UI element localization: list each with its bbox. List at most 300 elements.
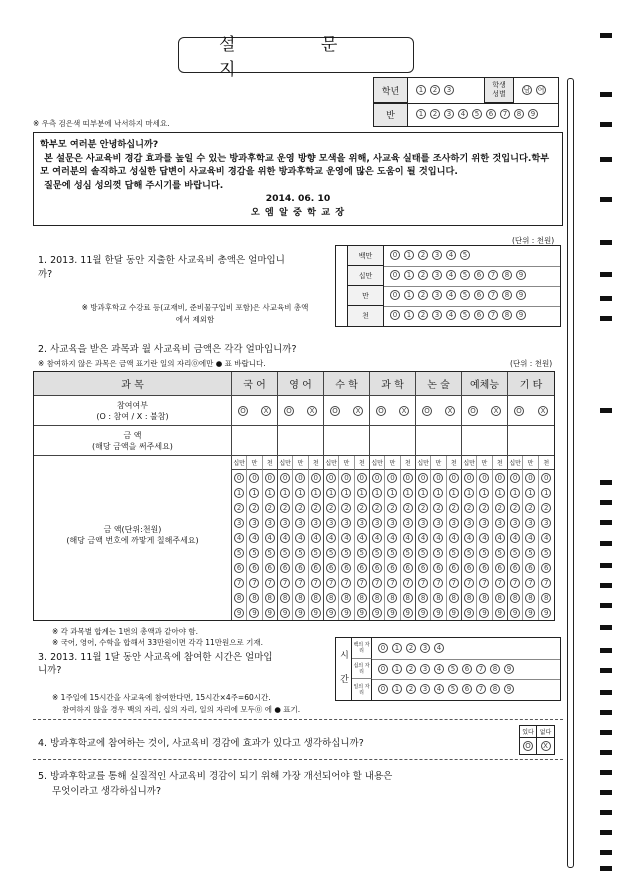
participation-no-option[interactable]: X	[399, 406, 409, 416]
q1-digit-option[interactable]: 3	[432, 290, 442, 300]
amount-digit-option[interactable]: 5	[525, 548, 535, 558]
amount-digit-option[interactable]: 8	[403, 593, 413, 603]
class-option[interactable]: 2	[430, 109, 440, 119]
amount-digit-option[interactable]: 4	[295, 533, 305, 543]
class-option[interactable]: 1	[416, 109, 426, 119]
amount-digit-option[interactable]: 3	[372, 518, 382, 528]
q1-digit-option[interactable]: 3	[432, 310, 442, 320]
amount-digit-option[interactable]: 5	[265, 548, 275, 558]
amount-digit-option[interactable]: 6	[357, 563, 367, 573]
amount-digit-option[interactable]: 9	[326, 608, 336, 618]
amount-digit-option[interactable]: 4	[372, 533, 382, 543]
amount-digit-option[interactable]: 0	[403, 473, 413, 483]
amount-digit-option[interactable]: 7	[341, 578, 351, 588]
amount-digit-option[interactable]: 5	[234, 548, 244, 558]
amount-write-cell[interactable]	[324, 426, 370, 456]
amount-digit-option[interactable]: 6	[433, 563, 443, 573]
q3-digit-option[interactable]: 5	[448, 664, 458, 674]
class-option[interactable]: 9	[528, 109, 538, 119]
amount-digit-option[interactable]: 4	[479, 533, 489, 543]
q1-digit-option[interactable]: 1	[404, 270, 414, 280]
amount-digit-option[interactable]: 4	[510, 533, 520, 543]
amount-digit-option[interactable]: 6	[418, 563, 428, 573]
amount-digit-option[interactable]: 5	[495, 548, 505, 558]
amount-digit-option[interactable]: 7	[249, 578, 259, 588]
q1-digit-option[interactable]: 4	[446, 290, 456, 300]
q1-digit-option[interactable]: 5	[460, 290, 470, 300]
amount-digit-option[interactable]: 5	[341, 548, 351, 558]
q3-digit-option[interactable]: 2	[406, 664, 416, 674]
amount-digit-option[interactable]: 7	[295, 578, 305, 588]
amount-digit-option[interactable]: 4	[525, 533, 535, 543]
amount-digit-option[interactable]: 0	[541, 473, 551, 483]
amount-digit-option[interactable]: 5	[326, 548, 336, 558]
q1-digit-option[interactable]: 0	[390, 310, 400, 320]
amount-digit-option[interactable]: 8	[326, 593, 336, 603]
amount-digit-option[interactable]: 5	[357, 548, 367, 558]
q3-digit-option[interactable]: 8	[490, 684, 500, 694]
q1-digit-option[interactable]: 9	[516, 310, 526, 320]
amount-digit-option[interactable]: 3	[249, 518, 259, 528]
amount-digit-option[interactable]: 3	[541, 518, 551, 528]
amount-digit-option[interactable]: 9	[341, 608, 351, 618]
gender-option[interactable]: 여	[537, 86, 545, 94]
amount-digit-option[interactable]: 4	[433, 533, 443, 543]
participation-no-option[interactable]: X	[353, 406, 363, 416]
q1-digit-option[interactable]: 2	[418, 290, 428, 300]
amount-digit-option[interactable]: 2	[387, 503, 397, 513]
grade-option[interactable]: 2	[430, 85, 440, 95]
amount-digit-option[interactable]: 8	[387, 593, 397, 603]
participation-no-option[interactable]: X	[538, 406, 548, 416]
amount-digit-option[interactable]: 8	[495, 593, 505, 603]
grade-options[interactable]	[414, 85, 456, 96]
amount-digit-option[interactable]: 3	[418, 518, 428, 528]
amount-digit-option[interactable]: 2	[403, 503, 413, 513]
q1-digit-option[interactable]: 0	[390, 270, 400, 280]
amount-digit-option[interactable]: 1	[433, 488, 443, 498]
gender-options[interactable]	[520, 85, 548, 96]
amount-digit-option[interactable]: 4	[249, 533, 259, 543]
amount-digit-option[interactable]: 7	[449, 578, 459, 588]
amount-digit-option[interactable]: 9	[249, 608, 259, 618]
q1-digit-option[interactable]: 7	[488, 310, 498, 320]
class-option[interactable]: 8	[514, 109, 524, 119]
amount-digit-option[interactable]: 7	[265, 578, 275, 588]
amount-digit-option[interactable]: 8	[464, 593, 474, 603]
amount-digit-option[interactable]: 6	[387, 563, 397, 573]
amount-digit-option[interactable]: 6	[265, 563, 275, 573]
amount-digit-option[interactable]: 2	[510, 503, 520, 513]
amount-digit-option[interactable]: 7	[280, 578, 290, 588]
q1-digit-option[interactable]: 6	[474, 290, 484, 300]
amount-digit-option[interactable]: 1	[326, 488, 336, 498]
amount-digit-option[interactable]: 9	[280, 608, 290, 618]
amount-digit-option[interactable]: 8	[525, 593, 535, 603]
amount-digit-option[interactable]: 1	[525, 488, 535, 498]
amount-digit-option[interactable]: 9	[403, 608, 413, 618]
amount-digit-option[interactable]: 3	[234, 518, 244, 528]
q3-digit-option[interactable]: 4	[434, 664, 444, 674]
amount-digit-option[interactable]: 7	[525, 578, 535, 588]
amount-digit-option[interactable]: 8	[433, 593, 443, 603]
amount-digit-option[interactable]: 3	[311, 518, 321, 528]
amount-digit-option[interactable]: 1	[495, 488, 505, 498]
amount-write-cell[interactable]	[232, 426, 278, 456]
amount-digit-option[interactable]: 0	[280, 473, 290, 483]
amount-digit-option[interactable]: 2	[249, 503, 259, 513]
amount-digit-option[interactable]: 0	[479, 473, 489, 483]
amount-digit-option[interactable]: 2	[418, 503, 428, 513]
class-option[interactable]: 7	[500, 109, 510, 119]
grade-option[interactable]: 1	[416, 85, 426, 95]
amount-digit-option[interactable]: 0	[433, 473, 443, 483]
q1-digit-option[interactable]: 5	[460, 270, 470, 280]
amount-digit-option[interactable]: 0	[510, 473, 520, 483]
amount-digit-option[interactable]: 4	[341, 533, 351, 543]
amount-digit-option[interactable]: 0	[387, 473, 397, 483]
amount-digit-option[interactable]: 9	[495, 608, 505, 618]
amount-digit-option[interactable]: 1	[510, 488, 520, 498]
amount-digit-option[interactable]: 2	[479, 503, 489, 513]
q1-digit-option[interactable]: 5	[460, 250, 470, 260]
q3-digit-option[interactable]: 6	[462, 664, 472, 674]
amount-digit-option[interactable]: 6	[295, 563, 305, 573]
amount-digit-option[interactable]: 4	[403, 533, 413, 543]
q3-digit-option[interactable]: 0	[378, 643, 388, 653]
amount-digit-option[interactable]: 6	[464, 563, 474, 573]
amount-digit-option[interactable]: 3	[387, 518, 397, 528]
amount-digit-option[interactable]: 1	[372, 488, 382, 498]
q3-digit-option[interactable]: 6	[462, 684, 472, 694]
amount-digit-option[interactable]: 5	[449, 548, 459, 558]
amount-digit-option[interactable]: 6	[311, 563, 321, 573]
participation-yes-option[interactable]: O	[514, 406, 524, 416]
amount-digit-option[interactable]: 9	[418, 608, 428, 618]
amount-digit-option[interactable]: 3	[265, 518, 275, 528]
q3-digit-option[interactable]: 4	[434, 684, 444, 694]
amount-digit-option[interactable]: 7	[541, 578, 551, 588]
amount-digit-option[interactable]: 5	[280, 548, 290, 558]
amount-digit-option[interactable]: 3	[495, 518, 505, 528]
q1-digit-option[interactable]: 7	[488, 290, 498, 300]
participation-no-option[interactable]: X	[261, 406, 271, 416]
amount-digit-option[interactable]: 1	[449, 488, 459, 498]
q3-digit-option[interactable]: 3	[420, 643, 430, 653]
amount-digit-option[interactable]: 6	[495, 563, 505, 573]
amount-digit-option[interactable]: 5	[510, 548, 520, 558]
amount-write-cell[interactable]	[370, 426, 416, 456]
amount-digit-option[interactable]: 1	[311, 488, 321, 498]
amount-digit-option[interactable]: 9	[372, 608, 382, 618]
q1-digit-option[interactable]: 8	[502, 270, 512, 280]
q3-digit-option[interactable]: 2	[406, 643, 416, 653]
class-option[interactable]: 5	[472, 109, 482, 119]
amount-digit-option[interactable]: 3	[510, 518, 520, 528]
amount-digit-option[interactable]: 7	[495, 578, 505, 588]
amount-digit-option[interactable]: 2	[525, 503, 535, 513]
amount-write-cell[interactable]	[508, 426, 554, 456]
q3-digit-option[interactable]: 1	[392, 643, 402, 653]
amount-digit-option[interactable]: 0	[295, 473, 305, 483]
amount-digit-option[interactable]: 2	[541, 503, 551, 513]
amount-digit-option[interactable]: 3	[479, 518, 489, 528]
amount-digit-option[interactable]: 4	[265, 533, 275, 543]
q1-digit-option[interactable]: 5	[460, 310, 470, 320]
amount-digit-option[interactable]: 6	[234, 563, 244, 573]
amount-digit-option[interactable]: 5	[249, 548, 259, 558]
amount-digit-option[interactable]: 8	[234, 593, 244, 603]
amount-digit-option[interactable]: 8	[280, 593, 290, 603]
amount-digit-option[interactable]: 7	[372, 578, 382, 588]
amount-digit-option[interactable]: 0	[418, 473, 428, 483]
amount-digit-option[interactable]: 9	[479, 608, 489, 618]
participation-yes-option[interactable]: O	[422, 406, 432, 416]
amount-digit-option[interactable]: 4	[418, 533, 428, 543]
q1-digit-option[interactable]: 1	[404, 250, 414, 260]
q1-digit-option[interactable]: 9	[516, 270, 526, 280]
q4-no-option[interactable]: X	[541, 741, 551, 751]
amount-digit-option[interactable]: 8	[341, 593, 351, 603]
amount-digit-option[interactable]: 6	[341, 563, 351, 573]
amount-digit-option[interactable]: 9	[464, 608, 474, 618]
q1-digit-option[interactable]: 2	[418, 310, 428, 320]
amount-digit-option[interactable]: 2	[449, 503, 459, 513]
q3-digit-option[interactable]: 0	[378, 684, 388, 694]
amount-digit-option[interactable]: 0	[372, 473, 382, 483]
amount-digit-option[interactable]: 5	[541, 548, 551, 558]
q3-digit-option[interactable]: 7	[476, 664, 486, 674]
amount-digit-option[interactable]: 4	[495, 533, 505, 543]
amount-digit-option[interactable]: 6	[510, 563, 520, 573]
amount-digit-option[interactable]: 6	[326, 563, 336, 573]
amount-digit-option[interactable]: 9	[265, 608, 275, 618]
q1-digit-option[interactable]: 2	[418, 270, 428, 280]
amount-digit-option[interactable]: 5	[372, 548, 382, 558]
amount-digit-option[interactable]: 8	[372, 593, 382, 603]
q3-digit-option[interactable]: 9	[504, 664, 514, 674]
amount-digit-option[interactable]: 5	[295, 548, 305, 558]
participation-yes-option[interactable]: O	[330, 406, 340, 416]
amount-digit-option[interactable]: 7	[357, 578, 367, 588]
amount-digit-option[interactable]: 4	[234, 533, 244, 543]
class-option[interactable]: 3	[444, 109, 454, 119]
amount-digit-option[interactable]: 0	[234, 473, 244, 483]
q3-digit-option[interactable]: 8	[490, 664, 500, 674]
q3-digit-option[interactable]: 4	[434, 643, 444, 653]
q3-digit-option[interactable]: 5	[448, 684, 458, 694]
amount-digit-option[interactable]: 7	[234, 578, 244, 588]
participation-yes-option[interactable]: O	[238, 406, 248, 416]
q1-digit-option[interactable]: 3	[432, 270, 442, 280]
amount-digit-option[interactable]: 9	[311, 608, 321, 618]
amount-digit-option[interactable]: 4	[541, 533, 551, 543]
amount-digit-option[interactable]: 8	[357, 593, 367, 603]
amount-digit-option[interactable]: 7	[479, 578, 489, 588]
q1-digit-option[interactable]: 4	[446, 310, 456, 320]
amount-digit-option[interactable]: 4	[311, 533, 321, 543]
q1-digit-option[interactable]: 9	[516, 290, 526, 300]
amount-digit-option[interactable]: 1	[418, 488, 428, 498]
class-options[interactable]	[414, 109, 540, 120]
amount-digit-option[interactable]: 0	[265, 473, 275, 483]
amount-digit-option[interactable]: 2	[326, 503, 336, 513]
amount-digit-option[interactable]: 1	[357, 488, 367, 498]
amount-digit-option[interactable]: 1	[403, 488, 413, 498]
q3-digit-option[interactable]: 7	[476, 684, 486, 694]
amount-digit-option[interactable]: 7	[510, 578, 520, 588]
amount-digit-option[interactable]: 9	[541, 608, 551, 618]
q1-digit-option[interactable]: 3	[432, 250, 442, 260]
amount-digit-option[interactable]: 2	[234, 503, 244, 513]
q1-digit-option[interactable]: 8	[502, 310, 512, 320]
q4-yes-option[interactable]: O	[523, 741, 533, 751]
participation-yes-option[interactable]: O	[284, 406, 294, 416]
amount-digit-option[interactable]: 0	[525, 473, 535, 483]
amount-digit-option[interactable]: 2	[357, 503, 367, 513]
amount-digit-option[interactable]: 3	[403, 518, 413, 528]
amount-digit-option[interactable]: 2	[295, 503, 305, 513]
amount-digit-option[interactable]: 7	[326, 578, 336, 588]
q1-digit-option[interactable]: 0	[390, 290, 400, 300]
amount-digit-option[interactable]: 5	[479, 548, 489, 558]
amount-digit-option[interactable]: 4	[464, 533, 474, 543]
amount-write-cell[interactable]	[278, 426, 324, 456]
participation-no-option[interactable]: X	[445, 406, 455, 416]
amount-digit-option[interactable]: 2	[341, 503, 351, 513]
q1-digit-option[interactable]: 1	[404, 290, 414, 300]
amount-digit-option[interactable]: 5	[403, 548, 413, 558]
amount-digit-option[interactable]: 7	[464, 578, 474, 588]
participation-yes-option[interactable]: O	[376, 406, 386, 416]
amount-digit-option[interactable]: 2	[495, 503, 505, 513]
amount-digit-option[interactable]: 1	[265, 488, 275, 498]
amount-digit-option[interactable]: 0	[326, 473, 336, 483]
class-option[interactable]: 4	[458, 109, 468, 119]
amount-digit-option[interactable]: 7	[387, 578, 397, 588]
grade-option[interactable]: 3	[444, 85, 454, 95]
amount-digit-option[interactable]: 1	[464, 488, 474, 498]
q1-digit-option[interactable]: 6	[474, 310, 484, 320]
amount-digit-option[interactable]: 8	[418, 593, 428, 603]
amount-digit-option[interactable]: 0	[357, 473, 367, 483]
amount-digit-option[interactable]: 7	[403, 578, 413, 588]
q1-digit-option[interactable]: 0	[390, 250, 400, 260]
amount-digit-option[interactable]: 9	[387, 608, 397, 618]
amount-digit-option[interactable]: 7	[433, 578, 443, 588]
amount-digit-option[interactable]: 1	[541, 488, 551, 498]
amount-digit-option[interactable]: 3	[280, 518, 290, 528]
amount-digit-option[interactable]: 9	[357, 608, 367, 618]
amount-digit-option[interactable]: 3	[341, 518, 351, 528]
amount-digit-option[interactable]: 2	[311, 503, 321, 513]
amount-digit-option[interactable]: 0	[311, 473, 321, 483]
amount-digit-option[interactable]: 5	[311, 548, 321, 558]
participation-yes-option[interactable]: O	[468, 406, 478, 416]
amount-digit-option[interactable]: 4	[326, 533, 336, 543]
amount-digit-option[interactable]: 0	[249, 473, 259, 483]
amount-digit-option[interactable]: 2	[464, 503, 474, 513]
amount-digit-option[interactable]: 1	[387, 488, 397, 498]
q3-digit-option[interactable]: 1	[392, 664, 402, 674]
amount-digit-option[interactable]: 6	[541, 563, 551, 573]
amount-digit-option[interactable]: 2	[372, 503, 382, 513]
amount-digit-option[interactable]: 9	[433, 608, 443, 618]
amount-digit-option[interactable]: 7	[311, 578, 321, 588]
amount-digit-option[interactable]: 2	[433, 503, 443, 513]
amount-digit-option[interactable]: 1	[234, 488, 244, 498]
amount-digit-option[interactable]: 6	[449, 563, 459, 573]
amount-digit-option[interactable]: 0	[495, 473, 505, 483]
amount-digit-option[interactable]: 0	[449, 473, 459, 483]
amount-digit-option[interactable]: 8	[249, 593, 259, 603]
amount-digit-option[interactable]: 8	[265, 593, 275, 603]
amount-digit-option[interactable]: 0	[464, 473, 474, 483]
participation-no-option[interactable]: X	[491, 406, 501, 416]
participation-no-option[interactable]: X	[307, 406, 317, 416]
amount-digit-option[interactable]: 5	[433, 548, 443, 558]
amount-digit-option[interactable]: 5	[387, 548, 397, 558]
amount-digit-option[interactable]: 9	[295, 608, 305, 618]
amount-digit-option[interactable]: 0	[341, 473, 351, 483]
amount-digit-option[interactable]: 5	[464, 548, 474, 558]
amount-digit-option[interactable]: 6	[525, 563, 535, 573]
q3-digit-option[interactable]: 3	[420, 664, 430, 674]
amount-digit-option[interactable]: 8	[311, 593, 321, 603]
q1-digit-option[interactable]: 6	[474, 270, 484, 280]
q1-digit-option[interactable]: 1	[404, 310, 414, 320]
amount-digit-option[interactable]: 4	[449, 533, 459, 543]
amount-digit-option[interactable]: 9	[510, 608, 520, 618]
amount-digit-option[interactable]: 1	[280, 488, 290, 498]
amount-digit-option[interactable]: 4	[357, 533, 367, 543]
amount-digit-option[interactable]: 8	[541, 593, 551, 603]
amount-digit-option[interactable]: 7	[418, 578, 428, 588]
amount-digit-option[interactable]: 1	[479, 488, 489, 498]
amount-digit-option[interactable]: 2	[280, 503, 290, 513]
amount-digit-option[interactable]: 8	[510, 593, 520, 603]
gender-option[interactable]: 남	[523, 86, 531, 94]
amount-digit-option[interactable]: 6	[479, 563, 489, 573]
q3-digit-option[interactable]: 1	[392, 684, 402, 694]
amount-digit-option[interactable]: 1	[341, 488, 351, 498]
q3-digit-option[interactable]: 0	[378, 664, 388, 674]
amount-digit-option[interactable]: 4	[280, 533, 290, 543]
amount-digit-option[interactable]: 9	[234, 608, 244, 618]
amount-digit-option[interactable]: 3	[295, 518, 305, 528]
q3-digit-option[interactable]: 9	[504, 684, 514, 694]
amount-digit-option[interactable]: 3	[449, 518, 459, 528]
q1-digit-option[interactable]: 4	[446, 270, 456, 280]
class-option[interactable]: 6	[486, 109, 496, 119]
amount-digit-option[interactable]: 6	[372, 563, 382, 573]
amount-digit-option[interactable]: 3	[464, 518, 474, 528]
amount-digit-option[interactable]: 9	[525, 608, 535, 618]
amount-digit-option[interactable]: 6	[249, 563, 259, 573]
amount-digit-option[interactable]: 6	[280, 563, 290, 573]
amount-digit-option[interactable]: 8	[295, 593, 305, 603]
amount-digit-option[interactable]: 5	[418, 548, 428, 558]
q1-digit-option[interactable]: 8	[502, 290, 512, 300]
amount-digit-option[interactable]: 8	[479, 593, 489, 603]
amount-digit-option[interactable]: 6	[403, 563, 413, 573]
amount-write-cell[interactable]	[462, 426, 508, 456]
amount-digit-option[interactable]: 4	[387, 533, 397, 543]
q3-digit-option[interactable]: 3	[420, 684, 430, 694]
amount-digit-option[interactable]: 1	[249, 488, 259, 498]
q3-digit-option[interactable]: 2	[406, 684, 416, 694]
amount-digit-option[interactable]: 3	[326, 518, 336, 528]
